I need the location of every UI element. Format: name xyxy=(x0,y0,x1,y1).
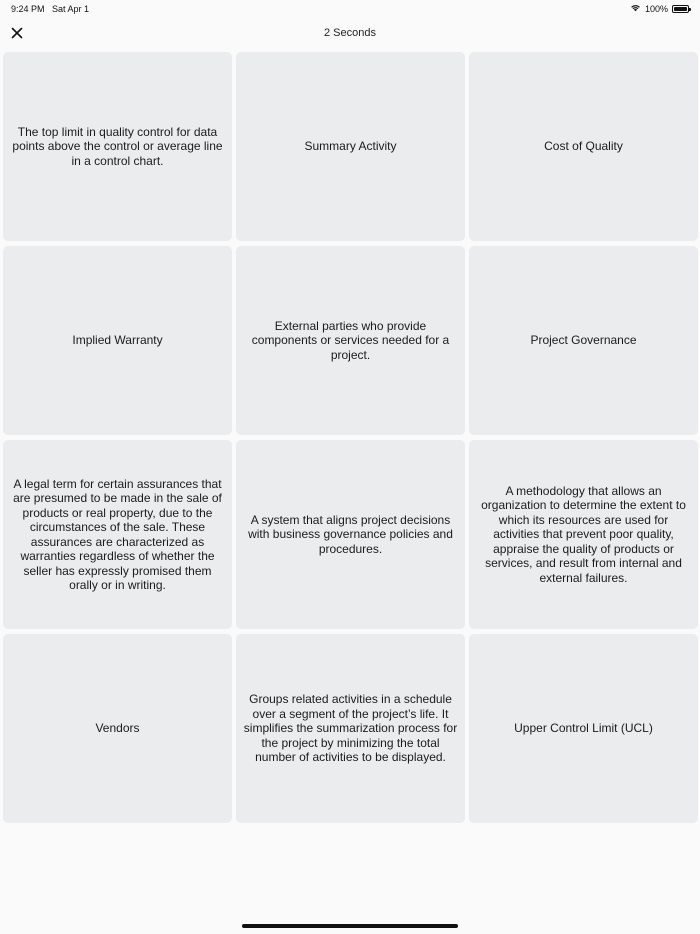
match-card[interactable] xyxy=(3,634,232,823)
card-text: The top limit in quality control for data points above the control or average line in a control chart. xyxy=(12,124,223,168)
match-card[interactable] xyxy=(3,246,232,435)
card-text: A legal term for certain assurances that are presumed to be made in the sale of products or real property, due to the circumstances of the sale. These assurances are characterized as warranties regardless of whether the seller has expressly promised them orally or in writing. xyxy=(13,476,222,592)
match-card[interactable] xyxy=(236,246,465,435)
card-text: Vendors xyxy=(95,721,140,736)
match-card[interactable] xyxy=(469,52,698,241)
battery-fill xyxy=(674,7,687,11)
timer-title: 2 Seconds xyxy=(324,27,376,39)
card-text: Upper Control Limit (UCL) xyxy=(514,721,653,736)
battery-percent: 100% xyxy=(644,3,668,14)
match-card[interactable] xyxy=(469,246,698,435)
battery-icon xyxy=(672,5,689,13)
card-text: Summary Activity xyxy=(304,139,397,154)
status-time: 9:24 PM xyxy=(11,4,45,14)
match-card[interactable] xyxy=(3,52,232,241)
status-right xyxy=(630,3,689,14)
card-text: A methodology that allows an organization to determine the extent to which its resources are used for activities that prevent poor quality, appraise the quality of products or services, and result from internal and external failures. xyxy=(481,483,686,585)
card-text: Groups related activities in a schedule over a segment of the project’s life. It simplifies the summarization process for the project by minimizing the total number of activities to be displayed. xyxy=(243,692,458,765)
nav-bar xyxy=(0,18,700,50)
wifi-icon xyxy=(630,3,641,14)
match-card[interactable] xyxy=(236,52,465,241)
match-card[interactable] xyxy=(469,440,698,629)
card-text: Cost of Quality xyxy=(544,139,623,154)
match-card[interactable] xyxy=(3,440,232,629)
match-card[interactable] xyxy=(236,440,465,629)
status-bar xyxy=(0,0,700,18)
card-text: Project Governance xyxy=(530,333,637,348)
home-indicator[interactable] xyxy=(242,924,458,928)
match-card[interactable] xyxy=(236,634,465,823)
card-text: A system that aligns project decisions with business governance policies and procedures. xyxy=(248,512,453,556)
status-date: Sat Apr 1 xyxy=(52,4,90,14)
card-text: External parties who provide components or services needed for a project. xyxy=(251,318,450,362)
card-text: Implied Warranty xyxy=(72,333,163,348)
card-grid xyxy=(3,52,698,823)
match-card[interactable] xyxy=(469,634,698,823)
